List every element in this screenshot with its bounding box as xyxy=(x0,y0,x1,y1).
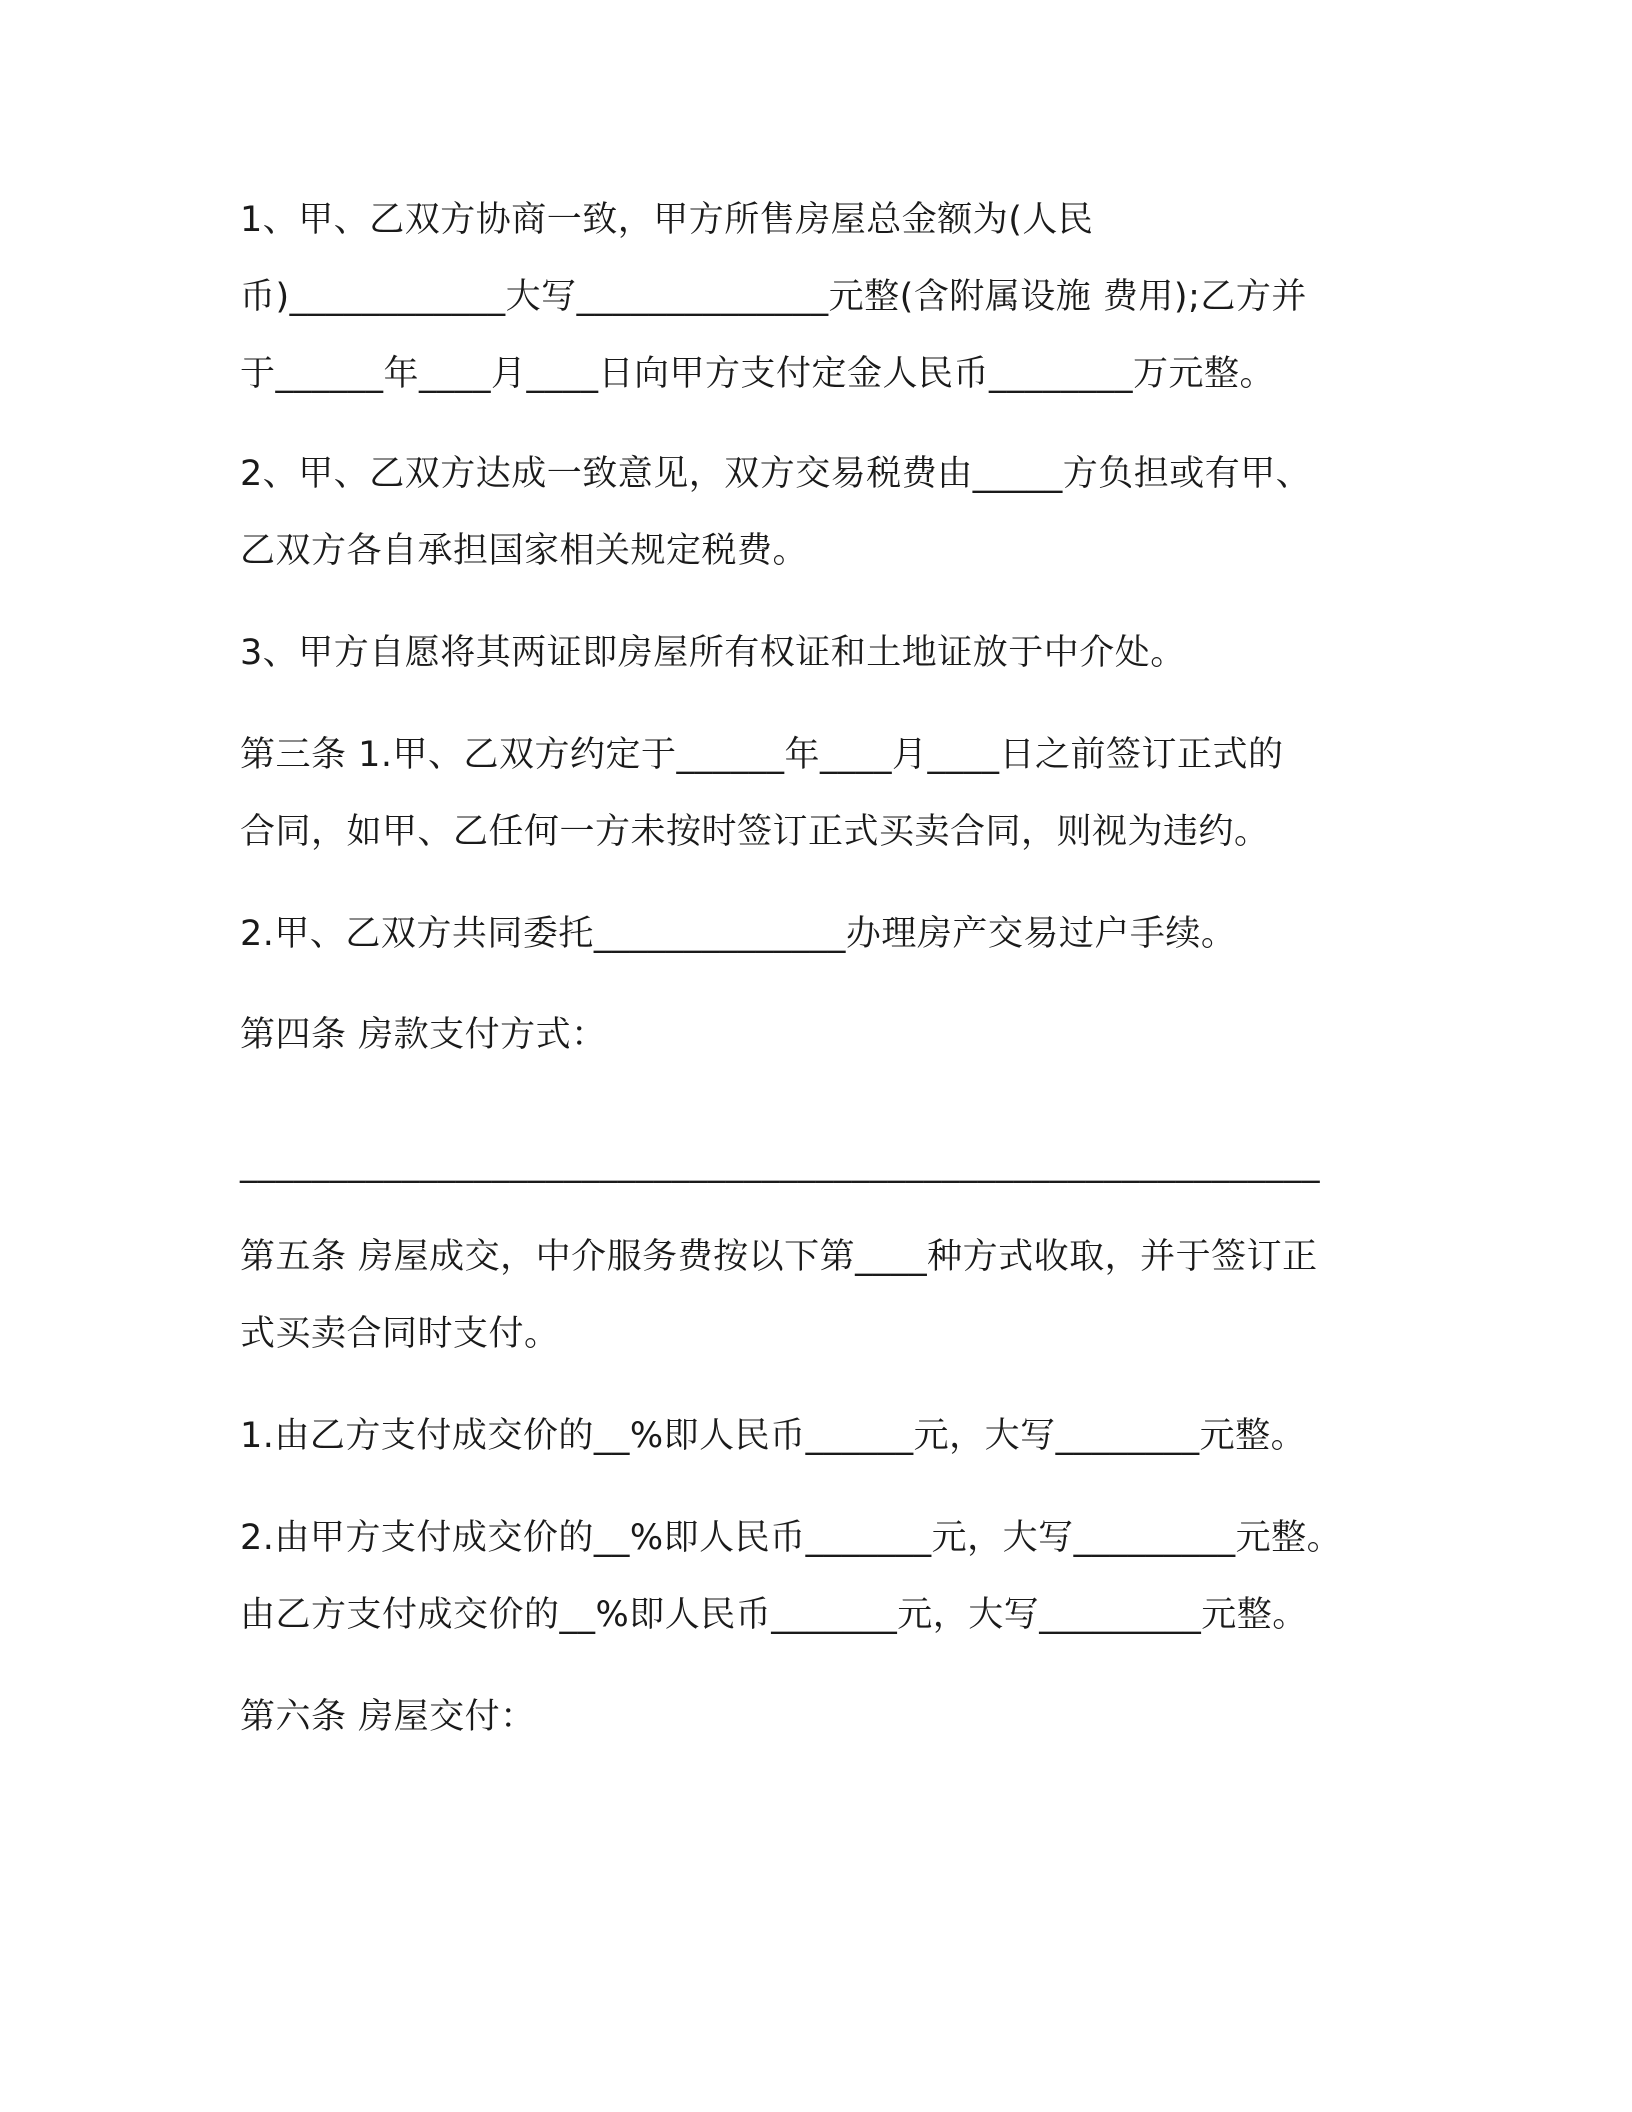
clause-5-option-2-line-1: 2.由甲方支付成交价的__%即人民币_______元，大写_________元整。 xyxy=(240,1518,1343,1558)
clause-5-option-1: 1.由乙方支付成交价的__%即人民币______元，大写________元整。 xyxy=(240,1416,1307,1456)
clause-5-line-1: 第五条 房屋成交，中介服务费按以下第____种方式收取，并于签订正 xyxy=(240,1237,1318,1277)
clause-4-heading: 第四条 房款支付方式： xyxy=(240,1015,607,1055)
clause-5-option-2-line-2: 由乙方支付成交价的__%即人民币_______元，大写_________元整。 xyxy=(240,1595,1308,1635)
clause-3-item-1-line-2: 合同，如甲、乙任何一方未按时签订正式买卖合同，则视为违约。 xyxy=(240,812,1270,852)
clause-2-item-1-line-3: 于______年____月____日向甲方支付定金人民币________万元整。 xyxy=(240,354,1276,394)
clause-2-item-1-line-2: 币)____________大写______________元整(含附属设施 费用);乙方并 xyxy=(240,277,1307,317)
clause-5-line-2: 式买卖合同时支付。 xyxy=(240,1314,560,1354)
clause-2-item-3: 3、甲方自愿将其两证即房屋所有权证和土地证放于中介处。 xyxy=(240,633,1186,673)
clause-4-blank-line: ____________________________________________________________ xyxy=(240,1144,1320,1184)
clause-3-item-1-line-1: 第三条 1.甲、乙双方约定于______年____月____日之前签订正式的 xyxy=(240,735,1284,775)
clause-2-item-2-line-2: 乙双方各自承担国家相关规定税费。 xyxy=(240,531,809,571)
clause-2-item-1-line-1: 1、甲、乙双方协商一致，甲方所售房屋总金额为(人民 xyxy=(240,200,1094,240)
clause-3-item-2: 2.甲、乙双方共同委托______________办理房产交易过户手续。 xyxy=(240,914,1237,954)
clause-2-item-2-line-1: 2、甲、乙双方达成一致意见，双方交易税费由_____方负担或有甲、 xyxy=(240,454,1312,494)
clause-6-heading: 第六条 房屋交付： xyxy=(240,1697,536,1737)
